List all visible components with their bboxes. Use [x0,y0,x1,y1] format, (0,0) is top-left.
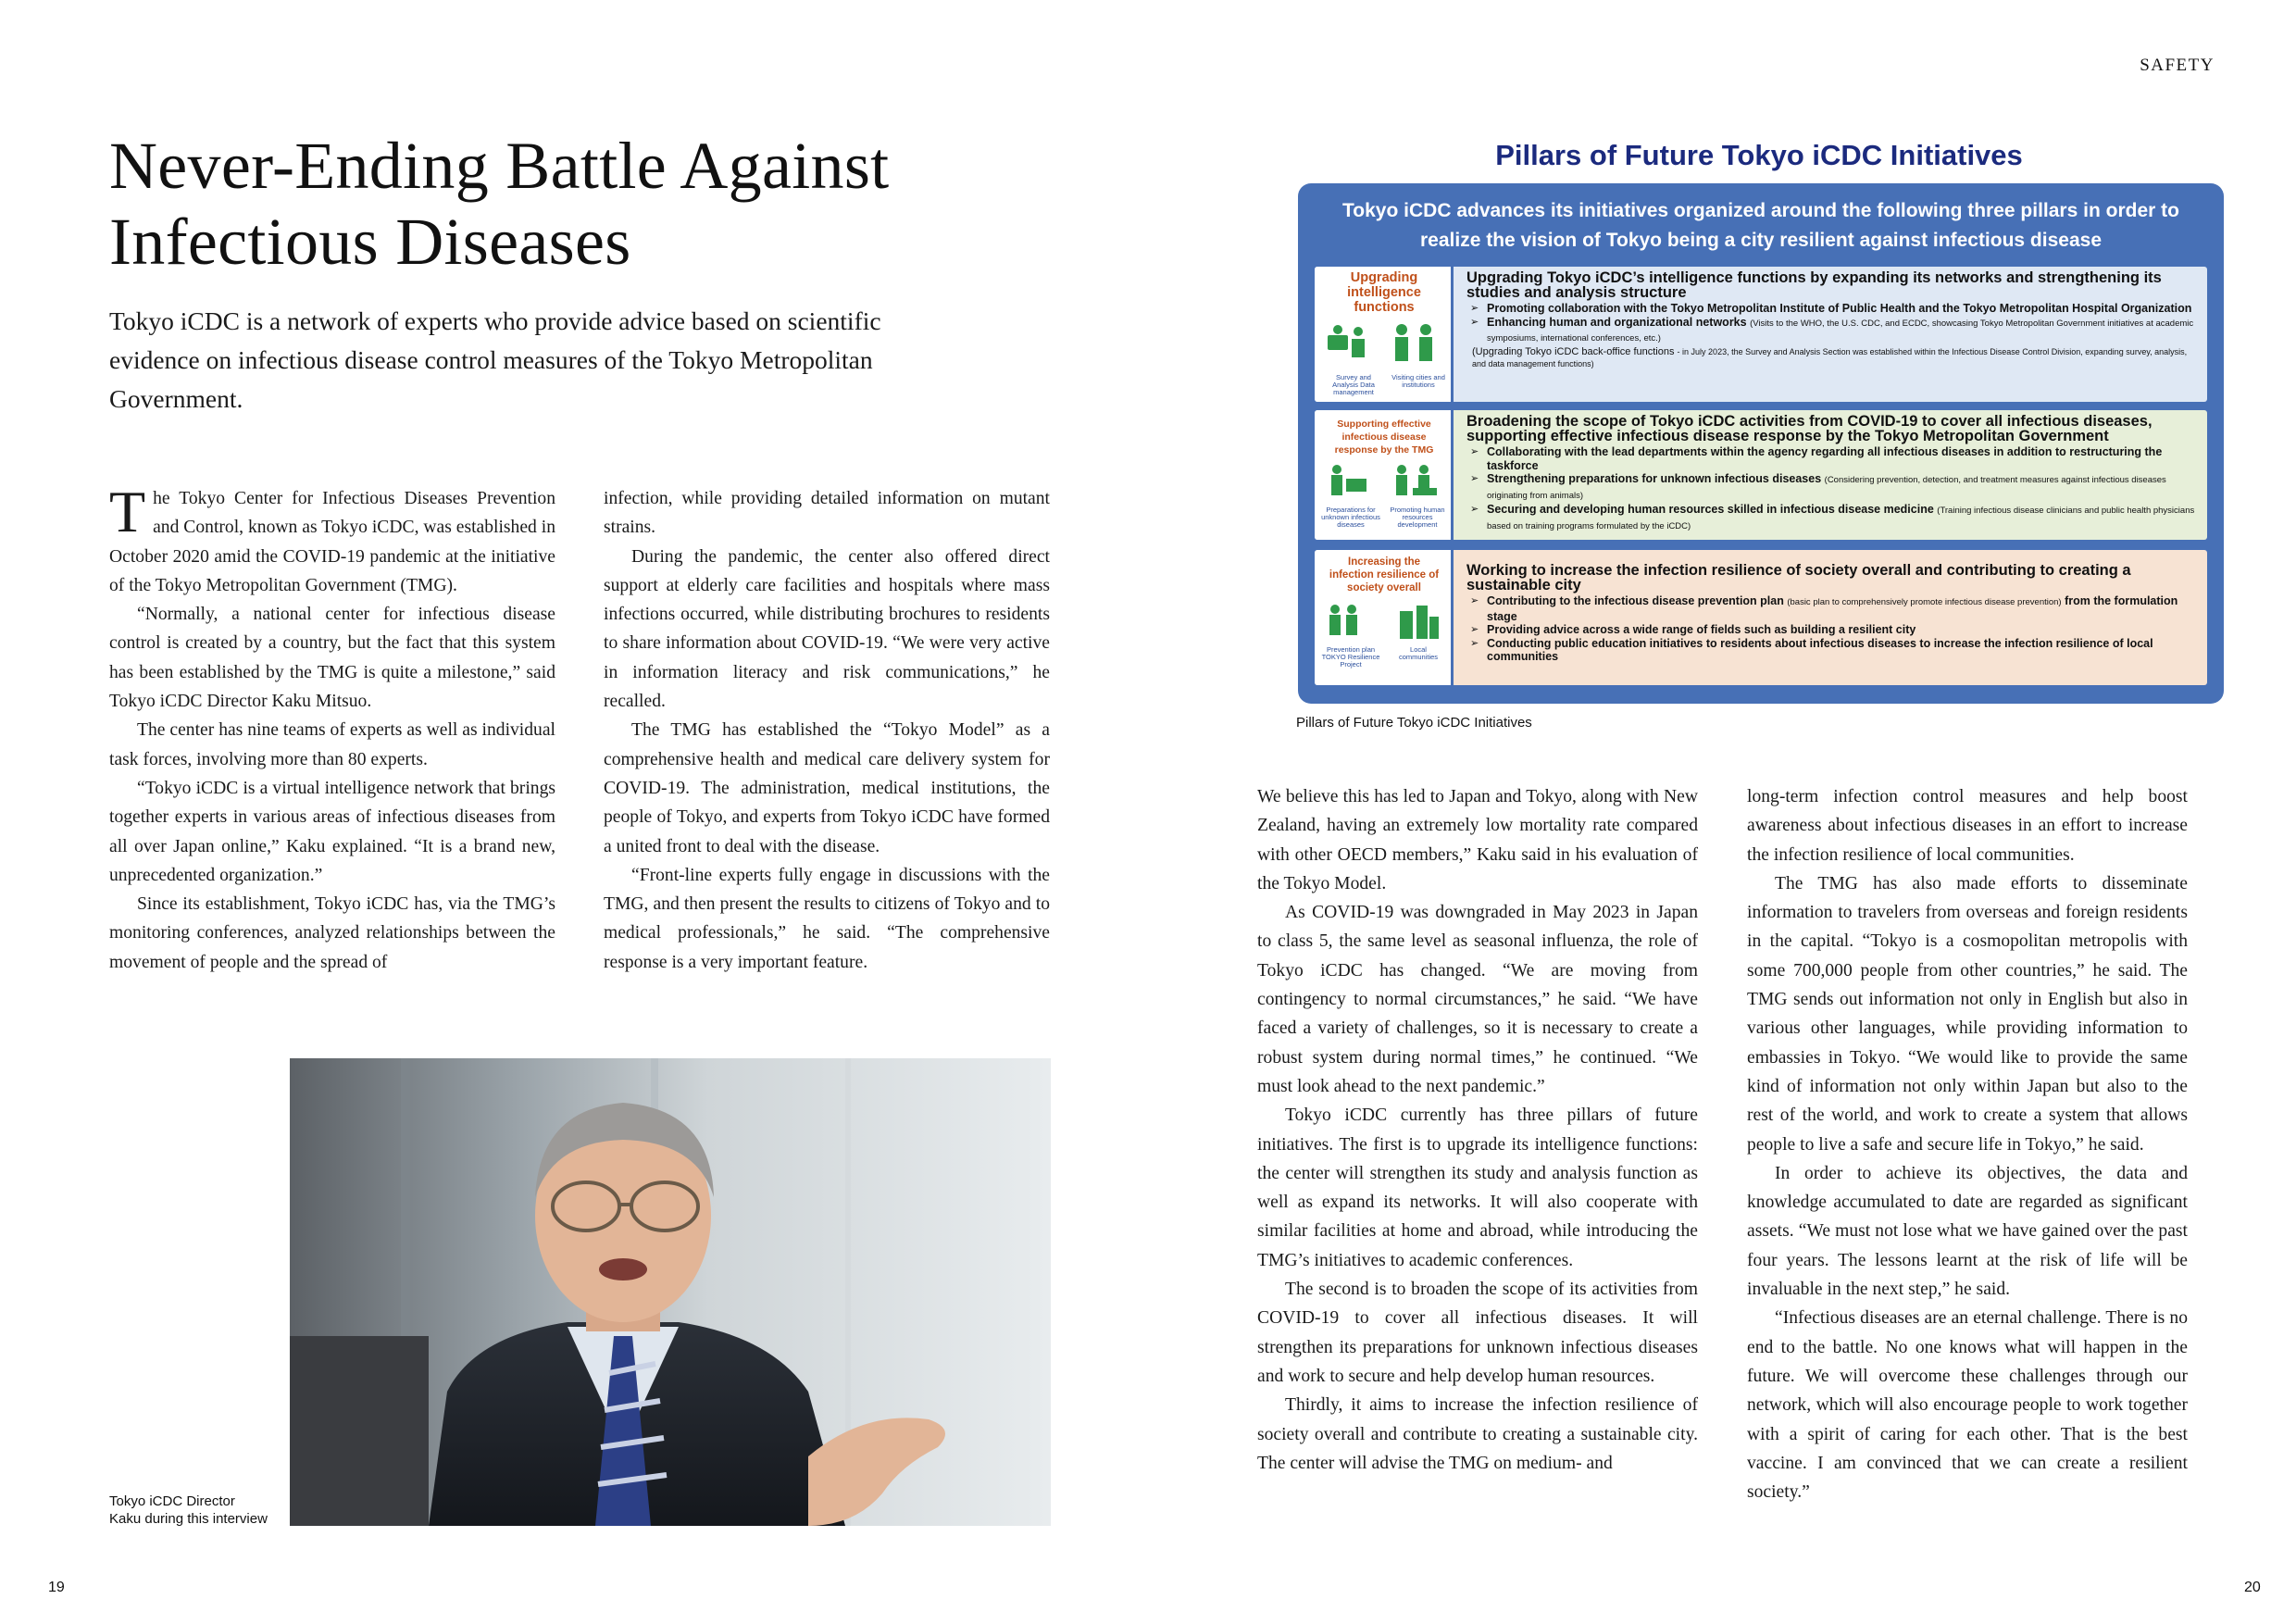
paragraph: Since its establishment, Tokyo iCDC has, via the TMG’s monitoring conferences, analyzed relationships between the movement of people and the spread of [109,894,555,972]
lead-paragraph: Tokyo iCDC is a network of experts who provide advice based on scientific evidence on infectious disease control measures of the Tokyo Metropolitan Government. [109,306,881,413]
body-column-3 [1257,782,1698,1478]
pillar-3-icon-label-a: Prevention plan TOKYO Resilience Project [1321,645,1380,668]
title-line-1: Never-Ending Battle Against [109,129,890,203]
body-column-1 [109,479,555,977]
pillar-2-label: Supporting effective infectious disease response by the TMG [1334,418,1434,456]
people-analysis-icon [1326,322,1442,372]
pillar-3 [1315,550,2207,685]
paragraph: During the pandemic, the center also offered direct support at elderly care facilities and hospitals where mass infections occurred, while distributing brochures to residents to share information about COVID-19. “We were very active in information literacy and risk communications,” he recalled. [604,546,1050,712]
page-number-left: 19 [48,1580,65,1595]
page-number-right: 20 [2244,1580,2261,1595]
figure-header: Tokyo iCDC advances its initiatives organized around the following three pillars in order to realize the vision of Tokyo being a city resilient against infectious disease [1342,200,2179,251]
pillar-1-heading: Upgrading Tokyo iCDC’s intelligence functions by expanding its networks and strengthening its studies and analysis structure [1466,269,2162,301]
pillar-3-badge [1315,550,1454,685]
paragraph: long-term infection control measures and help boost awareness about infectious diseases in an effort to increase the infection resilience of local communities. [1747,787,2188,865]
pillar-1-bullet: ➢ Enhancing human and organizational networks (Visits to the WHO, the U.S. CDC, and ECDC, showcasing Tokyo Metropolitan Government initiatives at academic symposiums, international conferences, etc.) [1466,316,2200,346]
pillar-2-icon-label-a: Preparations for unknown infectious diseases [1321,506,1380,529]
paragraph: infection, while providing detailed information on mutant strains. [604,489,1050,538]
director-photo-illustration [290,1058,1051,1526]
director-photo [290,1058,1051,1526]
paragraph: “Infectious diseases are an eternal challenge. There is no end to the battle. No one knows what will happen in the future. We will overcome these challenges through our network, which will also encourage people to work together with a spirit of caring for each other. That is the best vaccine. I am convinced that we can create a resilient society.” [1747,1308,2188,1503]
paragraph: As COVID-19 was downgraded in May 2023 in Japan to class 5, the same level as seasonal influenza, the role of Tokyo iCDC has changed. “We are moving from contingency to normal circumstances,” he said. “We have faced a variety of challenges, so it is necessary to create a robust system during normal times,” he continued. “We must look ahead to the next pandemic.” [1257,903,1698,1096]
paragraph-text: he Tokyo Center for Infectious Diseases Prevention and Control, known as Tokyo iCDC, was established in October 2020 amid the COVID-19 pandemic at the initiative of the Tokyo Metropolitan Government (TMG). [109,489,555,595]
body-column-2 [604,484,1050,977]
pillar-1-note: (Upgrading Tokyo iCDC back-office functions - in July 2023, the Survey and Analysis Section was established within the Infectious Disease Control Division, expanding survey, analysis, and data management functions) [1472,345,2188,369]
pillar-3-bullet: ➢ Contributing to the infectious disease prevention plan (basic plan to comprehensively promote infectious disease prevention) from the formulation stage [1466,594,2200,623]
pillar-3-bullet: ➢ Conducting public education initiatives to residents about infectious diseases to increase the infection resilience of local communities [1466,637,2200,664]
paragraph: “Normally, a national center for infectious disease control is created by a country, but the fact that this system has been established by the TMG is quite a milestone,” said Tokyo iCDC Director Kaku Mitsuo. [109,605,555,712]
pillar-1-bullet: ➢ Promoting collaboration with the Tokyo Metropolitan Institute of Public Health and the Tokyo Metropolitan Hospital Organization [1466,302,2200,316]
pillar-1-icon-label-a: Survey and Analysis Data management [1332,373,1375,396]
pillar-2-bullet: ➢ Collaborating with the lead departments within the agency regarding all infectious diseases in addition to restructuring the taskforce [1466,445,2200,472]
paragraph: Thirdly, it aims to increase the infection resilience of society overall and contribute to creating a sustainable city. The center will advise the TMG on medium- and [1257,1395,1698,1473]
title-line-2: Infectious Diseases [109,205,631,279]
paragraph: “Tokyo iCDC is a virtual intelligence network that brings together experts in various areas of infectious diseases from all over Japan online,” Kaku explained. “It is a brand new, unprecedented organization.” [109,778,555,885]
pillar-3-heading: Working to increase the infection resilience of society overall and contributing to creating a sustainable city [1466,562,2131,593]
figure-title: Pillars of Future Tokyo iCDC Initiatives [1495,139,2023,171]
paragraph: The second is to broaden the scope of its activities from COVID-19 to cover all infectious diseases. It will strengthen its preparations for unknown infectious diseases and work to secure and help develop human resources. [1257,1280,1698,1386]
pillar-3-icon-label-b: Local communities [1398,645,1439,661]
pillar-2-icon-label-b: Promoting human resources development [1390,506,1445,529]
paragraph: The TMG has also made efforts to disseminate information to travelers from overseas and foreign residents in the capital. “Tokyo is a cosmopolitan metropolis with some 700,000 people from other countries,” he said. The TMG sends out information not only in English but also in various other languages, while providing information to embassies in Tokyo. “We would like to provide the same kind of information not only within Japan but also to the rest of the world, and work to create a system that allows people to live a safe and secure life in Tokyo,” he said. [1747,873,2188,1155]
pillar-3-bullet: ➢ Providing advice across a wide range of fields such as building a resilient city [1466,623,2200,637]
pillar-2 [1315,410,2207,540]
pillar-1-label: Upgrading intelligence functions [1347,270,1421,315]
photo-caption-line-2: Kaku during this interview [109,1511,268,1527]
pillar-2-bullet: ➢ Strengthening preparations for unknown infectious diseases (Considering prevention, detection, and treatment measures against infectious diseases originating from animals) [1466,472,2200,503]
preparation-icon [1326,462,1442,505]
pillar-2-bullet: ➢ Securing and developing human resources skilled in infectious disease medicine (Training infectious disease clinicians and public health physicians based on training programs formulated by the iCDC) [1466,503,2200,533]
paragraph: The TMG has established the “Tokyo Model” as a comprehensive health and medical care delivery system for COVID-19. The administration, medical institutions, the people of Tokyo, and experts from Tokyo iCDC have formed a united front to deal with the disease. [604,720,1050,856]
figure-caption: Pillars of Future Tokyo iCDC Initiatives [1296,715,1532,731]
pillar-1 [1315,267,2207,402]
pillar-1-badge [1315,267,1454,402]
paragraph: The center has nine teams of experts as well as individual task forces, involving more than 80 experts. [109,720,555,769]
paragraph: Tokyo iCDC currently has three pillars of future initiatives. The first is to upgrade its intelligence functions: the center will strengthen its study and analysis function as well as expand its networks. It will also cooperate with similar facilities at home and abroad, while introducing the TMG’s initiatives to academic conferences. [1257,1106,1698,1270]
paragraph [109,479,555,600]
pillars-figure [1298,183,2224,704]
photo-caption [109,1493,294,1528]
section-label: SAFETY [2140,56,2215,75]
pillar-2-heading: Broadening the scope of Tokyo iCDC activities from COVID-19 to cover all infectious diseases, supporting effective infectious disease response by the Tokyo Metropolitan Government [1466,413,2152,444]
pillar-1-icon-label-b: Visiting cities and institutions [1391,373,1445,389]
pillar-1-body [1466,270,2200,370]
pillar-3-label: Increasing the infection resilience of society overall [1329,556,1440,593]
photo-caption-line-1: Tokyo iCDC Director [109,1493,235,1509]
drop-cap: T [109,479,146,544]
paragraph: In order to achieve its objectives, the data and knowledge accumulated to date are regarded as significant assets. “We must not lose what we have gained over the past four years. The lessons learnt at the risk of life will be invaluable in the next step,” he said. [1747,1163,2188,1300]
pillar-2-body [1466,414,2200,533]
paragraph: We believe this has led to Japan and Tokyo, along with New Zealand, having an extremely low mortality rate compared with other OECD members,” Kaku said in his evaluation of the Tokyo Model. [1257,787,1698,893]
pillar-3-body [1466,563,2200,664]
community-icon [1326,602,1442,644]
article-title [109,128,1017,280]
body-column-4 [1747,782,2188,1506]
paragraph: “Front-line experts fully engage in discussions with the TMG, and then present the results to citizens of Tokyo and to medical professionals,” he said. “The comprehensive response is a very important feature. [604,865,1050,972]
pillar-2-badge [1315,410,1454,540]
